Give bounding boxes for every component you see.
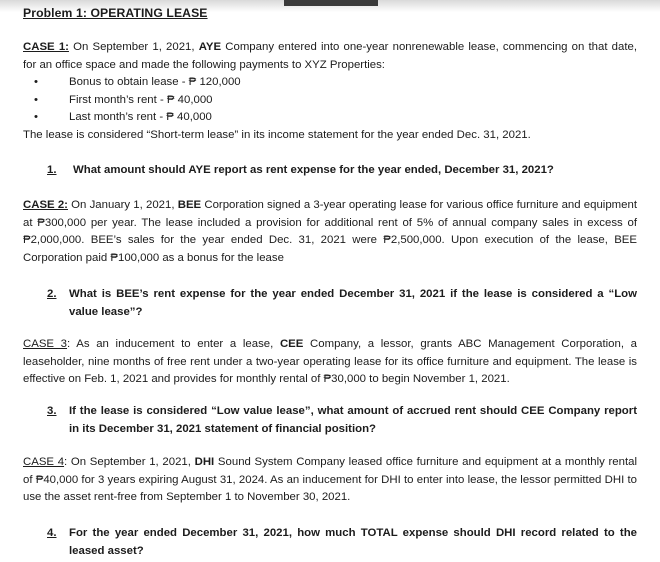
top-toolbar-stub <box>284 0 378 6</box>
case-4-company: DHI <box>194 456 215 468</box>
case-1-text-b: Company entered into one-year nonrenewable lease, commencing on that date, for an office space and made the following payments to XYZ Properties: <box>23 41 637 71</box>
question-1-text: What amount should AYE report as rent expense for the year ended, December 31, 2021? <box>73 164 554 176</box>
case-1-text-a: On September 1, 2021, <box>68 41 199 53</box>
payment-text: First month’s rent - ₱ 40,000 <box>69 93 213 106</box>
case-2 <box>23 197 637 267</box>
case-1-label: CASE 1: <box>23 41 69 53</box>
case-3-paragraph <box>23 336 637 389</box>
case-4-label: CASE 4 <box>23 456 65 468</box>
case-3-text-a: : As an inducement to enter a lease, <box>67 338 280 350</box>
payment-item <box>23 92 637 110</box>
question-1 <box>47 162 637 180</box>
question-3-number: 3. <box>47 405 57 417</box>
case-2-paragraph <box>23 197 637 267</box>
case-1-note: The lease is considered “Short-term lease” in its income statement for the year ended Dec. 31, 2021. <box>23 128 531 141</box>
question-4 <box>47 525 637 560</box>
case-4 <box>23 454 637 507</box>
case-1 <box>23 39 637 144</box>
question-4-text: For the year ended December 31, 2021, how much TOTAL expense should DHI record related to the leased asset? <box>69 527 637 557</box>
case-2-text-a: On January 1, 2021, <box>67 199 178 211</box>
bullet-icon: • <box>34 93 38 106</box>
question-4-number: 4. <box>47 527 57 539</box>
payment-list <box>23 74 637 127</box>
question-3-text: If the lease is considered “Low value lease”, what amount of accrued rent should CEE Company report in its December 31, 2021 statement of financial position? <box>69 405 637 435</box>
question-2-number: 2. <box>47 288 57 300</box>
payment-text: Last month’s rent - ₱ 40,000 <box>69 111 212 123</box>
question-3 <box>47 403 637 438</box>
case-4-text-a: : On September 1, 2021, <box>64 456 195 468</box>
case-3-label: CASE 3 <box>23 338 68 350</box>
case-4-paragraph <box>23 454 637 507</box>
bullet-icon: • <box>34 111 38 123</box>
question-2 <box>47 286 637 321</box>
question-1-number: 1. <box>47 164 57 176</box>
question-2-text: What is BEE’s rent expense for the year ended December 31, 2021 if the lease is considered a “Low value lease”? <box>69 288 637 318</box>
case-2-text-b: Corporation signed a 3-year operating lease for various office furniture and equipment at ₱300,000 per year. The lease included a provision for additional rent of 5% of annual company sales in excess of ₱2,000,000. BEE’s sales for the year ended Dec. 31, 2021 were ₱2,500,000. Upon execution of the lease, BEE Corporation paid ₱100,000 as a bonus for the lease <box>23 199 637 264</box>
payment-item <box>23 109 637 127</box>
case-4-text-b: Sound System Company leased office furniture and equipment at a monthly rental of ₱40,000 for 3 years expiring August 31, 2024. As an inducement for DHI to enter into lease, the lessor permitted DHI to use the asset rent-free from September 1 to November 30, 2021. <box>23 456 637 503</box>
case-3-company: CEE <box>279 338 304 350</box>
problem-title: Problem 1: OPERATING LEASE <box>23 6 208 20</box>
payment-item <box>23 74 637 92</box>
case-3-text-b: Company, a lessor, grants ABC Management Corporation, a leaseholder, nine months of free rent under a two-year operating lease for its office furniture and equipment. The lease is effective on Feb. 1, 2021 and provides for monthly rental of ₱30,000 to begin November 1, 2021. <box>23 338 637 385</box>
case-1-paragraph <box>23 39 637 74</box>
case-1-company: AYE <box>198 41 222 53</box>
case-2-label: CASE 2: <box>23 199 68 211</box>
bullet-icon: • <box>34 76 38 88</box>
case-2-company: BEE <box>177 199 202 211</box>
payment-text: Bonus to obtain lease - ₱ 120,000 <box>69 76 241 88</box>
case-3 <box>23 336 637 389</box>
